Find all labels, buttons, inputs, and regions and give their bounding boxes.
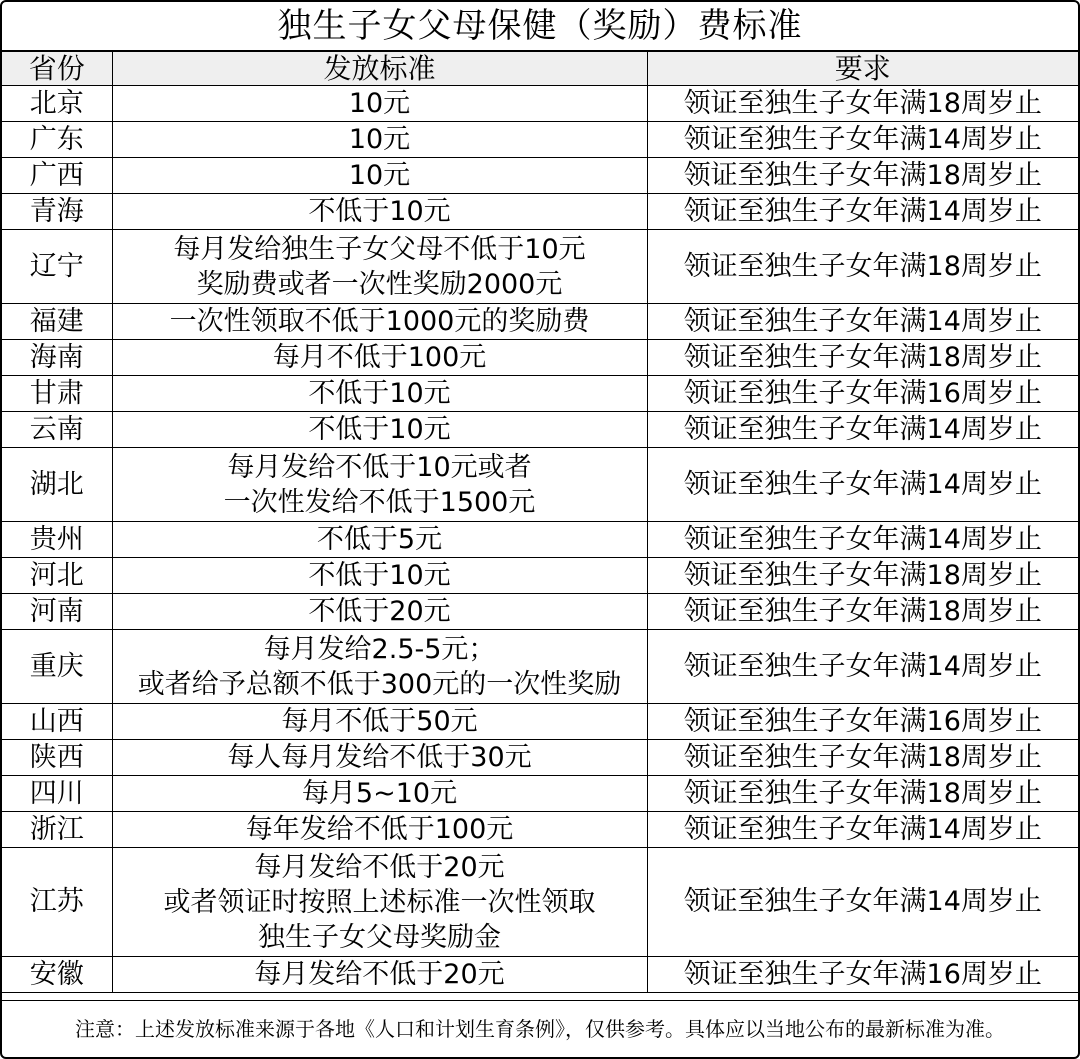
standard-cell (112, 776, 647, 812)
requirement-cell: 领证至独生子女年满18周岁止 (647, 158, 1078, 194)
province-cell: 四川 (2, 776, 112, 812)
requirement-cell: 领证至独生子女年满18周岁止 (647, 340, 1078, 376)
requirement-cell: 领证至独生子女年满16周岁止 (647, 704, 1078, 740)
requirement-cell: 领证至独生子女年满14周岁止 (647, 412, 1078, 448)
requirement-cell: 领证至独生子女年满14周岁止 (647, 122, 1078, 158)
requirement-cell: 领证至独生子女年满18周岁止 (647, 594, 1078, 630)
table-row (2, 194, 1078, 230)
table-row (2, 522, 1078, 558)
province-cell: 云南 (2, 412, 112, 448)
table-row (2, 848, 1078, 957)
standard-line: 每月不低于50元 (281, 706, 478, 737)
province-cell: 贵州 (2, 522, 112, 558)
table-row (2, 630, 1078, 704)
standard-line: 10元 (348, 160, 411, 191)
requirement-cell: 领证至独生子女年满14周岁止 (647, 522, 1078, 558)
table-row (2, 558, 1078, 594)
standard-line: 不低于10元 (308, 560, 451, 591)
table-row (2, 304, 1078, 340)
province-cell: 广东 (2, 122, 112, 158)
province-cell: 青海 (2, 194, 112, 230)
table-row (2, 340, 1078, 376)
requirement-cell: 领证至独生子女年满16周岁止 (647, 376, 1078, 412)
standard-line: 每月不低于100元 (272, 342, 487, 373)
province-cell: 湖北 (2, 448, 112, 522)
province-cell: 广西 (2, 158, 112, 194)
requirement-cell: 领证至独生子女年满14周岁止 (647, 630, 1078, 704)
requirement-cell: 领证至独生子女年满18周岁止 (647, 740, 1078, 776)
standard-cell (112, 376, 647, 412)
standard-cell (112, 812, 647, 848)
table-row (2, 158, 1078, 194)
table-title: 独生子女父母保健（奖励）费标准 (2, 2, 1078, 51)
standard-line: 每月发给2.5-5元； (263, 633, 496, 665)
table-row (2, 122, 1078, 158)
table-row (2, 740, 1078, 776)
standard-line: 奖励费或者一次性奖励2000元 (196, 268, 563, 300)
province-cell: 山西 (2, 704, 112, 740)
province-cell: 河南 (2, 594, 112, 630)
table-row (2, 376, 1078, 412)
table-row (2, 776, 1078, 812)
table-row (2, 594, 1078, 630)
province-cell: 海南 (2, 340, 112, 376)
standard-line: 每人每月发给不低于30元 (227, 742, 532, 773)
standard-line: 或者领证时按照上述标准一次性领取 (163, 886, 596, 918)
standard-cell (112, 740, 647, 776)
table-body (2, 86, 1078, 993)
requirement-cell: 领证至独生子女年满18周岁止 (647, 86, 1078, 122)
standard-line: 每年发给不低于100元 (245, 814, 514, 845)
requirement-cell: 领证至独生子女年满16周岁止 (647, 957, 1078, 993)
header-row (2, 52, 1078, 86)
standard-line: 不低于10元 (308, 378, 451, 409)
requirement-cell: 领证至独生子女年满14周岁止 (647, 194, 1078, 230)
standard-cell (112, 448, 647, 522)
requirement-cell: 领证至独生子女年满14周岁止 (647, 304, 1078, 340)
standard-line: 每月发给不低于20元 (254, 851, 505, 883)
standard-cell (112, 86, 647, 122)
province-cell: 北京 (2, 86, 112, 122)
province-cell: 河北 (2, 558, 112, 594)
standard-line: 不低于20元 (308, 596, 451, 627)
requirement-cell: 领证至独生子女年满14周岁止 (647, 812, 1078, 848)
table-row (2, 448, 1078, 522)
standard-cell (112, 158, 647, 194)
province-cell: 浙江 (2, 812, 112, 848)
standard-cell (112, 304, 647, 340)
province-cell: 甘肃 (2, 376, 112, 412)
province-cell: 重庆 (2, 630, 112, 704)
standard-cell (112, 522, 647, 558)
requirement-cell: 领证至独生子女年满14周岁止 (647, 448, 1078, 522)
requirement-cell: 领证至独生子女年满14周岁止 (647, 848, 1078, 957)
standard-line: 不低于10元 (308, 196, 451, 227)
standard-cell (112, 957, 647, 993)
standard-line: 10元 (348, 124, 411, 155)
header-province: 省份 (2, 52, 112, 86)
province-cell: 辽宁 (2, 230, 112, 304)
province-cell: 江苏 (2, 848, 112, 957)
table-row (2, 412, 1078, 448)
header-requirement: 要求 (647, 52, 1078, 86)
table-row (2, 704, 1078, 740)
standard-cell (112, 230, 647, 304)
footnote: 注意：上述发放标准来源于各地《人口和计划生育条例》，仅供参考。具体应以当地公布的最新标准为准。 (2, 1000, 1078, 1057)
requirement-cell: 领证至独生子女年满18周岁止 (647, 230, 1078, 304)
standard-cell (112, 558, 647, 594)
standard-line: 不低于5元 (316, 524, 443, 555)
province-cell: 陕西 (2, 740, 112, 776)
requirement-cell: 领证至独生子女年满18周岁止 (647, 558, 1078, 594)
table-row (2, 812, 1078, 848)
standard-cell (112, 194, 647, 230)
standard-cell (112, 630, 647, 704)
standard-line: 一次性发给不低于1500元 (223, 486, 536, 518)
standard-line: 或者给予总额不低于300元的一次性奖励 (137, 668, 622, 700)
table-row (2, 957, 1078, 993)
header-standard: 发放标准 (112, 52, 647, 86)
standard-cell (112, 412, 647, 448)
standard-cell (112, 704, 647, 740)
standard-cell (112, 122, 647, 158)
standard-line: 每月发给不低于20元 (254, 959, 505, 990)
standard-line: 每月发给不低于10元或者 (227, 451, 532, 483)
standard-cell (112, 594, 647, 630)
table-row (2, 86, 1078, 122)
requirement-cell: 领证至独生子女年满18周岁止 (647, 776, 1078, 812)
province-cell: 安徽 (2, 957, 112, 993)
standard-line: 独生子女父母奖励金 (258, 921, 501, 953)
standard-line: 一次性领取不低于1000元的奖励费 (169, 306, 590, 337)
standard-cell (112, 848, 647, 957)
standard-cell (112, 340, 647, 376)
table-row (2, 230, 1078, 304)
subsidy-table (2, 51, 1078, 993)
standard-line: 10元 (348, 88, 411, 119)
standard-line: 每月发给独生子女父母不低于10元 (173, 233, 586, 265)
province-cell: 福建 (2, 304, 112, 340)
standard-line: 不低于10元 (308, 414, 451, 445)
standard-line: 每月5~10元 (301, 778, 458, 809)
